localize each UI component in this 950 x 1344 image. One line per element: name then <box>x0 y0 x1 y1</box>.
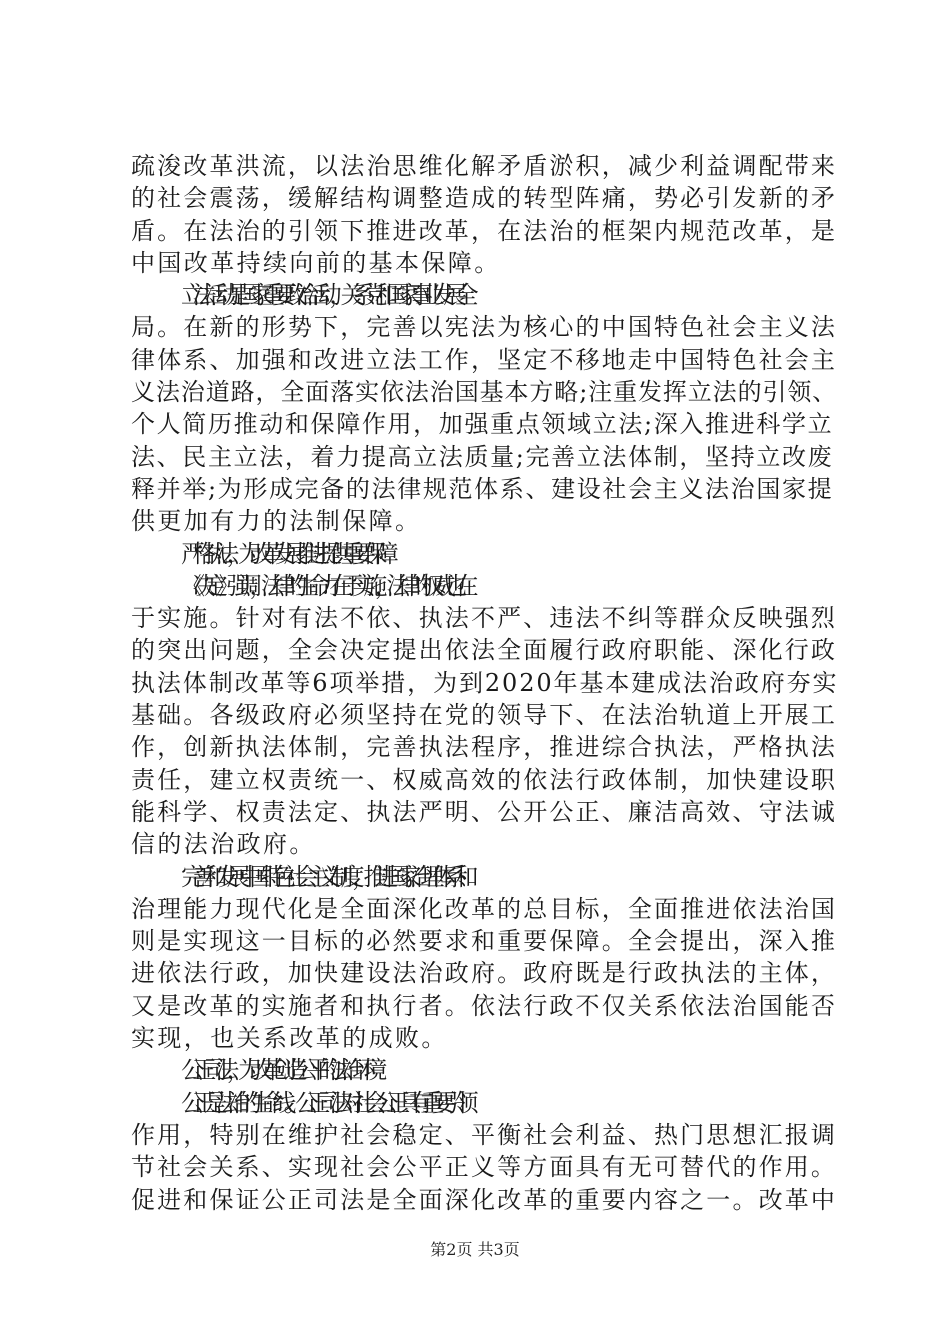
text-line: 责任，建立权责统一、权威高效的依法行政体制，加快建设职 <box>131 765 838 794</box>
text-line: 公正是法治的生命线。公正司法对社会公正具有重要引领 <box>181 1088 466 1117</box>
text-line: 实现，也关系改革的成败。 <box>131 1024 448 1053</box>
text-line: 进依法行政，加快建设法治政府。政府既是行政执法的主体， <box>131 959 838 988</box>
text-line: 则是实现这一目标的必然要求和重要保障。全会提出，深入推 <box>131 927 838 956</box>
text-line: 作用，特别在维护社会稳定、平衡社会利益、热门思想汇报调 <box>131 1120 838 1149</box>
page-footer: 第2页 共3页 <box>430 1240 520 1259</box>
text-line: 治理能力现代化是全面深化改革的总目标，全面推进依法治国 <box>131 894 838 923</box>
text-line: 信的法治政府。 <box>131 830 316 859</box>
text-line: 立法活动是国家重要政治活动，关系党和国家事业发展全 <box>181 281 466 310</box>
text-line: 于实施。针对有法不依、执法不严、违法不纠等群众反映强烈 <box>131 604 838 633</box>
document-body <box>131 150 837 1216</box>
text-line: 节社会关系、实现社会公平正义等方面具有无可替代的作用。 <box>131 1153 838 1182</box>
text-line: 的社会震荡，缓解结构调整造成的转型阵痛，势必引发新的矛 <box>131 184 838 213</box>
text-line: 盾。在法治的引领下推进改革，在法治的框架内规范改革，是 <box>131 216 838 245</box>
text-line: 的突出问题，全会决定提出依法全面履行政府职能、深化行政 <box>131 636 838 665</box>
text-line: 严格执法，为改革发展推进提供重要保障 <box>181 539 387 568</box>
text-line: 促进和保证公正司法是全面深化改革的重要内容之一。改革中 <box>131 1185 838 1214</box>
text-line: 《决定》强调，法律的生命力在于实施，法律的权威也在 <box>181 571 466 600</box>
text-line: 法、民主立法，着力提高立法质量;完善立法体制，坚持立改废 <box>131 442 834 471</box>
text-line: 执法体制改革等6项举措，为到2020年基本建成法治政府夯实 <box>131 668 839 697</box>
text-line: 供更加有力的法制保障。 <box>131 507 422 536</box>
text-line: 中国改革持续向前的基本保障。 <box>131 248 501 277</box>
text-line: 完善和发展中国特色社会主义制度，推进国家治理体系和 <box>181 862 466 891</box>
text-line: 局。在新的形势下，完善以宪法为核心的中国特色社会主义法 <box>131 313 838 342</box>
text-line: 律体系、加强和改进立法工作，坚定不移地走中国特色社会主 <box>131 345 838 374</box>
text-line: 公正司法，为改革创造公平的法治环境 <box>181 1056 375 1085</box>
text-line: 能科学、权责法定、执法严明、公开公正、廉洁高效、守法诚 <box>131 797 838 826</box>
text-line: 基础。各级政府必须坚持在党的领导下、在法治轨道上开展工 <box>131 701 838 730</box>
text-line: 又是改革的实施者和执行者。依法行政不仅关系依法治国能否 <box>131 991 838 1020</box>
text-line: 义法治道路，全面落实依法治国基本方略;注重发挥立法的引领、 <box>131 378 838 407</box>
text-line: 个人简历推动和保障作用，加强重点领域立法;深入推进科学立 <box>131 410 834 439</box>
text-line: 疏浚改革洪流，以法治思维化解矛盾淤积，减少利益调配带来 <box>131 152 838 180</box>
text-line: 作，创新执法体制，完善执法程序，推进综合执法，严格执法 <box>131 733 838 762</box>
text-line: 释并举;为形成完备的法律规范体系、建设社会主义法治国家提 <box>131 474 834 503</box>
